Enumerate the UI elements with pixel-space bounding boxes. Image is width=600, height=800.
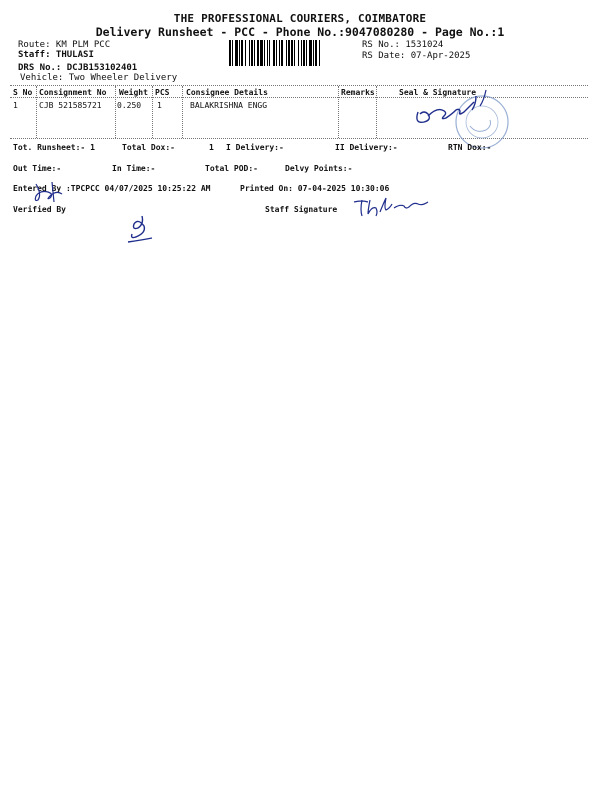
rtn-dox-label: RTN Dox:-	[448, 143, 492, 152]
column-divider	[115, 86, 116, 138]
col-header-seal: Seal & Signature	[399, 88, 477, 97]
delvy-points-label: Delvy Points:-	[285, 164, 353, 173]
cell-consignee: BALAKRISHNA ENGG	[190, 101, 268, 110]
cell-sno: 1	[13, 101, 18, 110]
tot-runsheet: Tot. Runsheet:- 1	[13, 143, 95, 152]
cell-pcs: 1	[157, 101, 162, 110]
total-pod-label: Total POD:-	[205, 164, 258, 173]
col-header-consignment: Consignment No	[39, 88, 107, 97]
col-header-remarks: Remarks	[341, 88, 375, 97]
rs-number: RS No.: 1531024	[362, 40, 444, 50]
printed-on: Printed On: 07-04-2025 10:30:06	[240, 184, 390, 193]
entered-by: Entered By :TPCPCC 04/07/2025 10:25:22 AM	[13, 184, 211, 193]
vehicle-label: Vehicle: Two Wheeler Delivery	[20, 73, 178, 83]
out-time-label: Out Time:-	[13, 164, 62, 173]
rs-date: RS Date: 07-Apr-2025	[362, 51, 471, 61]
entered-by-signature	[30, 180, 80, 204]
col-header-weight: Weight	[119, 88, 148, 97]
staff-label: Staff: THULASI	[18, 50, 94, 60]
seal-stamp	[410, 86, 530, 150]
col-header-sno: S No	[13, 88, 33, 97]
company-title: THE PROFESSIONAL COURIERS, COIMBATORE	[173, 12, 427, 25]
col-header-consignee: Consignee Details	[186, 88, 268, 97]
i-delivery-label: I Delivery:-	[226, 143, 284, 152]
staff-signature-label: Staff Signature	[265, 205, 338, 214]
column-divider	[36, 86, 37, 138]
verified-by: Verified By	[13, 205, 66, 214]
barcode	[229, 40, 353, 66]
column-divider	[152, 86, 153, 138]
route-label: Route: KM PLM PCC	[18, 40, 111, 50]
cell-consignment: CJB 521585721	[39, 101, 102, 110]
column-divider	[182, 86, 183, 138]
total-dox-label: Total Dox:-	[122, 143, 175, 152]
in-time-label: In Time:-	[112, 164, 156, 173]
column-divider	[376, 86, 377, 138]
col-header-pcs: PCS	[155, 88, 170, 97]
verifier-signature	[120, 212, 170, 252]
drs-number: DRS No.: DCJB153102401	[18, 63, 138, 73]
total-dox-value: 1	[209, 143, 214, 152]
runsheet-title: Delivery Runsheet - PCC - Phone No.:9047080280 - Page No.:1	[95, 25, 505, 39]
cell-weight: 0.250	[117, 101, 142, 110]
ii-delivery-label: II Delivery:-	[335, 143, 398, 152]
staff-signature	[350, 194, 440, 220]
column-divider	[338, 86, 339, 138]
